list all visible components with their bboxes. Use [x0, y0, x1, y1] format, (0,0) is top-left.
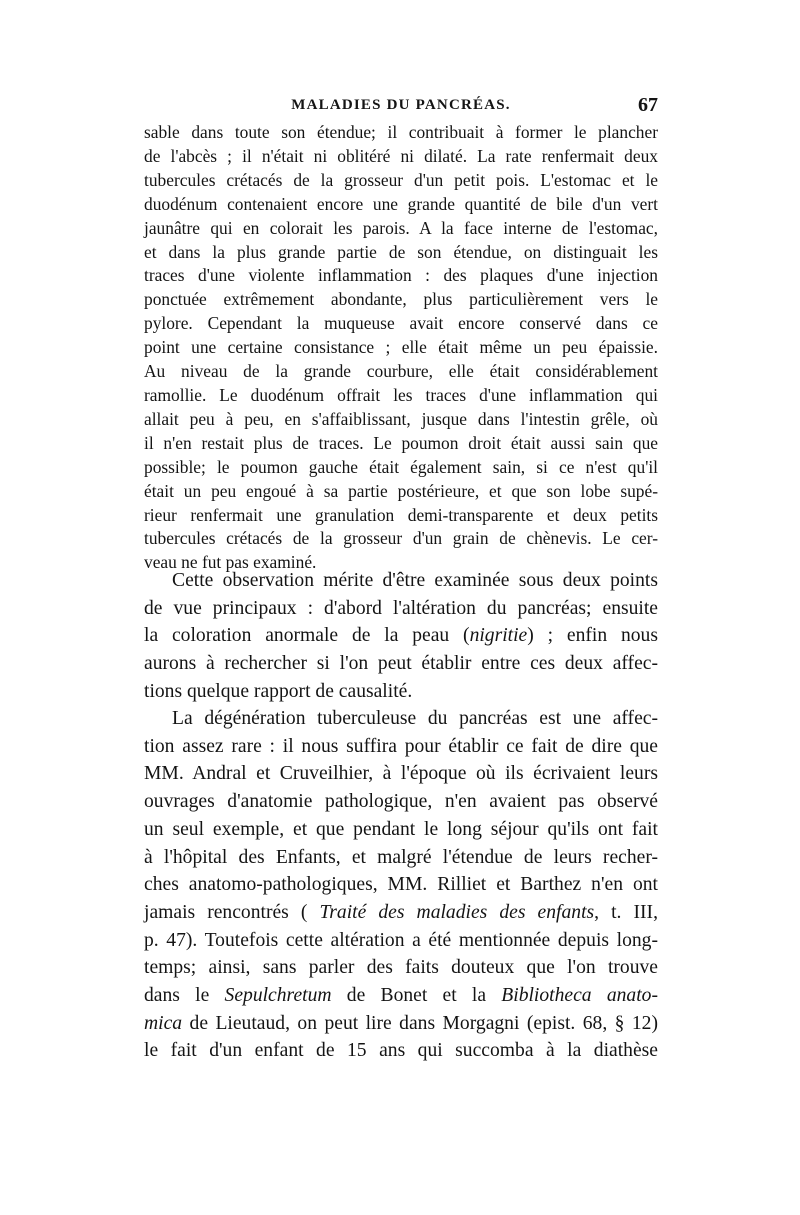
- text-line: veau ne fut pas examiné.: [144, 552, 317, 573]
- text-line: un seul exemple, et que pendant le long séjour qu'ils ont fait: [144, 818, 658, 840]
- italic-book-title: Sepulchretum: [224, 985, 332, 1007]
- running-head: [144, 94, 658, 121]
- text-run: dans le: [144, 985, 225, 1007]
- text-line: Au niveau de la grande courbure, elle était considérablement: [144, 361, 658, 382]
- text-line: ramollie. Le duodénum offrait les traces d'une inflammation qui: [144, 384, 658, 405]
- text-line: aurons à rechercher si l'on peut établir entre ces deux affec-: [144, 653, 658, 675]
- text-line: [144, 899, 658, 927]
- text-line: point une certaine consistance ; elle était même un peu épaissie.: [144, 337, 658, 358]
- text-line: duodénum contenaient encore une grande quantité de bile d'un vert: [144, 193, 658, 214]
- running-title: MALADIES DU PANCRÉAS.: [291, 97, 511, 113]
- text-line: ouvrages d'anatomie pathologique, n'en avaient pas observé: [144, 791, 658, 813]
- text-line: sable dans toute son étendue; il contribuait à former le plancher: [144, 122, 658, 142]
- text-line: pylore. Cependant la muqueuse avait encore conservé dans ce: [144, 313, 658, 334]
- text-line: ches anatomo-pathologiques, MM. Rilliet et Barthez n'en ont: [144, 874, 658, 896]
- text-line: jaunâtre qui en colorait les parois. A la face interne de l'estomac,: [144, 217, 658, 238]
- text-line: tubercules crétacés de la grosseur d'un grain de chènevis. Le cer-: [144, 528, 658, 549]
- text-line: [144, 982, 658, 1010]
- text-line: La dégénération tuberculeuse du pancréas est une affec-: [172, 708, 658, 729]
- italic-book-title: Traité des maladies des enfants: [319, 901, 595, 923]
- text-line: MM. Andral et Cruveilhier, à l'époque où ils écrivaient leurs: [144, 763, 658, 785]
- text-line: était un peu engoué à sa partie postérieure, et que son lobe supé-: [144, 480, 658, 501]
- text-line: il n'en restait plus de traces. Le poumon droit était aussi sain que: [144, 432, 658, 453]
- text-run: , t. III,: [594, 901, 658, 923]
- text-line: ponctuée extrêmement abondante, plus particulièrement vers le: [144, 289, 658, 310]
- italic-term: nigritie: [469, 625, 528, 647]
- page-number: 67: [638, 94, 658, 116]
- text-line: [144, 1010, 658, 1038]
- text-run: de Lieutaud, on peut lire dans Morgagni (epist. 68, § 12): [182, 1012, 658, 1034]
- text-line: p. 47). Toutefois cette altération a été mentionnée depuis long-: [144, 929, 658, 951]
- text-line: allait peu à peu, en s'affaiblissant, jusque dans l'intestin grêle, où: [144, 408, 658, 429]
- text-line: tubercules crétacés de la grosseur d'un petit pois. L'estomac et le: [144, 169, 658, 190]
- text-run: de Bonet et la: [331, 985, 502, 1007]
- italic-book-title: Bibliotheca anato-: [501, 985, 658, 1007]
- observation-paragraph: [144, 121, 658, 575]
- text-line: rieur renfermait une granulation demi-transparente et deux petits: [144, 504, 658, 525]
- italic-book-title: mica: [144, 1012, 183, 1034]
- text-line: de l'abcès ; il n'était ni oblitéré ni dilaté. La rate renfermait deux: [144, 145, 658, 166]
- text-run: jamais rencontrés (: [144, 901, 320, 923]
- text-run: ) ; enfin nous: [527, 625, 658, 647]
- text-line: temps; ainsi, sans parler des faits douteux que l'on trouve: [144, 957, 658, 979]
- text-line: tion assez rare : il nous suffira pour établir ce fait de dire que: [144, 735, 658, 757]
- text-line: le fait d'un enfant de 15 ans qui succomba à la diathèse: [144, 1040, 658, 1062]
- paragraph-2: [144, 705, 658, 1065]
- paragraph-1: [144, 567, 658, 706]
- text-line: à l'hôpital des Enfants, et malgré l'étendue de leurs recher-: [144, 846, 658, 868]
- text-line: de vue principaux : d'abord l'altération du pancréas; ensuite: [144, 597, 658, 619]
- text-line: traces d'une violente inflammation : des plaques d'une injection: [144, 265, 658, 286]
- text-line: [144, 622, 658, 650]
- text-line: Cette observation mérite d'être examinée sous deux points: [172, 570, 658, 591]
- text-line: possible; le poumon gauche était également sain, si ce n'est qu'il: [144, 456, 658, 477]
- text-run: la coloration anormale de la peau (: [144, 625, 470, 647]
- text-line: et dans la plus grande partie de son étendue, on distinguait les: [144, 241, 658, 262]
- text-line: tions quelque rapport de causalité.: [144, 680, 413, 702]
